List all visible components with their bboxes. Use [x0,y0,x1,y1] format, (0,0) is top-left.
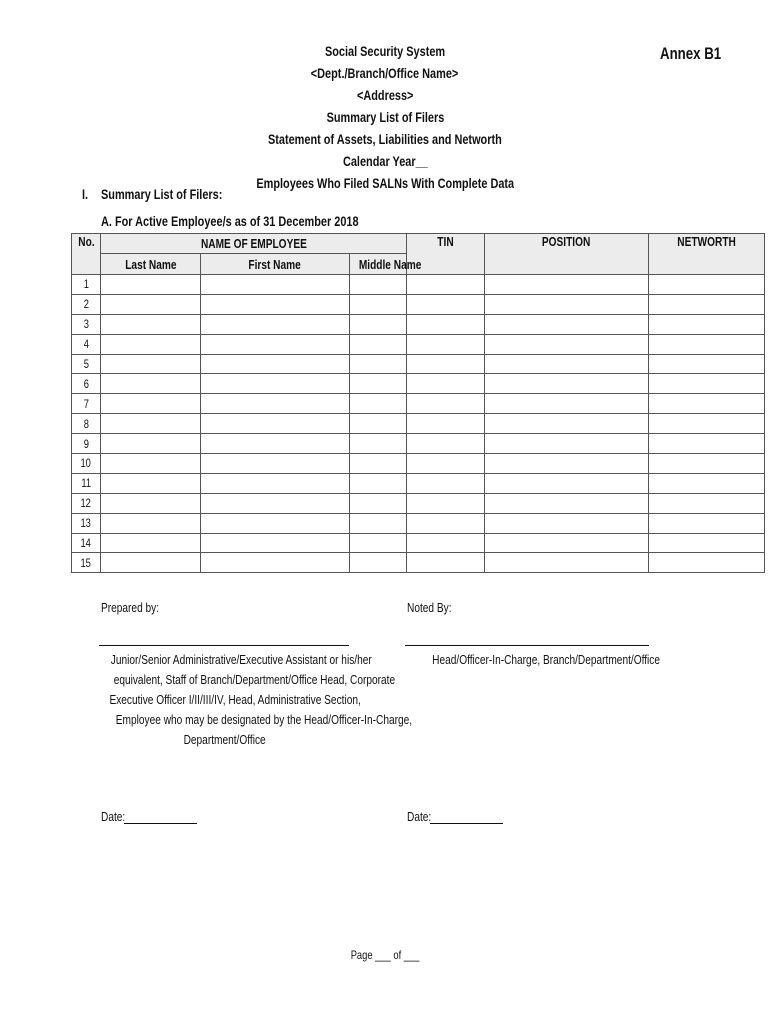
row-number: 9 [72,434,101,454]
cell-networth[interactable] [649,275,765,295]
cell-first-name[interactable] [201,513,350,533]
cell-tin[interactable] [407,294,485,314]
cell-first-name[interactable] [201,334,350,354]
table-row [72,275,765,295]
cell-networth[interactable] [649,374,765,394]
row-number: 14 [72,533,101,553]
cell-middle-name[interactable] [350,513,407,533]
cell-networth[interactable] [649,553,765,573]
dept-name: <Dept./Branch/Office Name> [311,65,459,81]
document-header [220,40,550,194]
noted-date-label: Date: [407,809,432,824]
cell-position[interactable] [485,473,649,493]
cell-tin[interactable] [407,473,485,493]
filer-scope: Employees Who Filed SALNs With Complete Data [256,175,515,191]
table-row [72,473,765,493]
cell-position[interactable] [485,414,649,434]
cell-position[interactable] [485,533,649,553]
org-name: Social Security System [324,43,446,59]
table-row [72,314,765,334]
cell-position[interactable] [485,513,649,533]
prepared-signature-line [99,645,349,646]
row-number: 8 [72,414,101,434]
cell-first-name[interactable] [201,414,350,434]
row-number: 3 [72,314,101,334]
row-number: 10 [72,454,101,474]
cell-first-name[interactable] [201,454,350,474]
cell-middle-name[interactable] [350,354,407,374]
cell-last-name[interactable] [101,354,201,374]
table-row [72,354,765,374]
col-position-header: POSITION [485,234,649,275]
table-row [72,533,765,553]
cell-last-name[interactable] [101,334,201,354]
cell-last-name[interactable] [101,294,201,314]
cell-networth[interactable] [649,533,765,553]
table-row [72,414,765,434]
cell-last-name[interactable] [101,275,201,295]
cell-middle-name[interactable] [350,533,407,553]
cell-tin[interactable] [407,414,485,434]
prepared-date-line [124,823,197,824]
cell-first-name[interactable] [201,354,350,374]
cell-first-name[interactable] [201,493,350,513]
row-number: 11 [72,473,101,493]
row-number: 5 [72,354,101,374]
prepared-desc-line: equivalent, Staff of Branch/Department/Office Head, Corporate [113,672,396,687]
cell-first-name[interactable] [201,553,350,573]
page-number: Page ___ of ___ [350,948,420,962]
prepared-desc-line: Junior/Senior Administrative/Executive Assistant or his/her [110,652,372,667]
cell-middle-name[interactable] [350,454,407,474]
section-title: Summary List of Filers: [101,186,223,202]
cell-position[interactable] [485,314,649,334]
table-row [72,334,765,354]
table-row [72,374,765,394]
cell-last-name[interactable] [101,493,201,513]
row-number: 13 [72,513,101,533]
col-networth-header: NETWORTH [649,234,765,275]
table-row [72,513,765,533]
table-row [72,294,765,314]
cell-networth[interactable] [649,454,765,474]
cell-first-name[interactable] [201,275,350,295]
cell-position[interactable] [485,354,649,374]
cell-last-name[interactable] [101,314,201,334]
cell-tin[interactable] [407,434,485,454]
cell-networth[interactable] [649,354,765,374]
noted-signature-line [405,645,649,646]
cell-last-name[interactable] [101,533,201,553]
table-row [72,394,765,414]
cell-networth[interactable] [649,434,765,454]
prepared-by-description [74,650,413,750]
cell-tin[interactable] [407,394,485,414]
cell-first-name[interactable] [201,294,350,314]
cell-middle-name[interactable] [350,434,407,454]
prepared-date-label: Date: [101,809,126,824]
col-name-header: NAME OF EMPLOYEE [101,234,407,254]
cell-position[interactable] [485,394,649,414]
subsection-title: A. For Active Employee/s as of 31 December 2018 [101,213,359,229]
cell-first-name[interactable] [201,374,350,394]
noted-date-line [430,823,503,824]
cell-last-name[interactable] [101,473,201,493]
address: <Address> [356,87,414,103]
filers-table [71,233,764,573]
cell-middle-name[interactable] [350,334,407,354]
prepared-desc-line: Department/Office [183,732,267,747]
cell-middle-name[interactable] [350,314,407,334]
cell-networth[interactable] [649,493,765,513]
cell-position[interactable] [485,553,649,573]
cell-networth[interactable] [649,414,765,434]
row-number: 7 [72,394,101,414]
cell-last-name[interactable] [101,394,201,414]
col-middle-name-header: Middle Name [350,254,407,275]
col-last-name-header: Last Name [101,254,201,275]
annex-label: Annex B1 [660,44,722,63]
cell-middle-name[interactable] [350,394,407,414]
cell-first-name[interactable] [201,434,350,454]
cell-position[interactable] [485,334,649,354]
cell-tin[interactable] [407,454,485,474]
cell-middle-name[interactable] [350,473,407,493]
cell-tin[interactable] [407,275,485,295]
cell-last-name[interactable] [101,414,201,434]
cell-position[interactable] [485,275,649,295]
table-row [72,553,765,573]
cell-last-name[interactable] [101,374,201,394]
calendar-year: Calendar Year__ [342,153,428,169]
cell-tin[interactable] [407,493,485,513]
cell-first-name[interactable] [201,473,350,493]
prepared-by-label: Prepared by: [101,600,160,615]
col-tin-header: TIN [407,234,485,275]
cell-last-name[interactable] [101,434,201,454]
cell-tin[interactable] [407,334,485,354]
cell-tin[interactable] [407,553,485,573]
noted-by-label: Noted By: [407,600,452,615]
cell-networth[interactable] [649,473,765,493]
table-row [72,493,765,513]
row-number: 15 [72,553,101,573]
cell-middle-name[interactable] [350,275,407,295]
col-first-name-header: First Name [201,254,350,275]
cell-tin[interactable] [407,314,485,334]
cell-tin[interactable] [407,354,485,374]
cell-position[interactable] [485,294,649,314]
cell-last-name[interactable] [101,513,201,533]
cell-last-name[interactable] [101,553,201,573]
cell-position[interactable] [485,434,649,454]
cell-middle-name[interactable] [350,553,407,573]
cell-first-name[interactable] [201,394,350,414]
cell-middle-name[interactable] [350,414,407,434]
prepared-desc-line: Employee who may be designated by the Head/Officer-In-Charge, [115,712,413,727]
prepared-desc-line: Executive Officer I/II/III/IV, Head, Administrative Section, [109,692,361,707]
row-number: 12 [72,493,101,513]
doc-subtitle: Statement of Assets, Liabilities and Networth [268,131,502,147]
section-number: I. [82,186,89,202]
row-number: 2 [72,294,101,314]
cell-networth[interactable] [649,513,765,533]
cell-first-name[interactable] [201,533,350,553]
noted-by-description: Head/Officer-In-Charge, Branch/Department/Office [432,652,661,667]
cell-networth[interactable] [649,294,765,314]
doc-title: Summary List of Filers [326,109,444,125]
cell-middle-name[interactable] [350,374,407,394]
cell-position[interactable] [485,493,649,513]
cell-first-name[interactable] [201,314,350,334]
cell-networth[interactable] [649,394,765,414]
row-number: 6 [72,374,101,394]
cell-tin[interactable] [407,513,485,533]
table-row [72,454,765,474]
cell-networth[interactable] [649,314,765,334]
row-number: 4 [72,334,101,354]
cell-position[interactable] [485,374,649,394]
cell-last-name[interactable] [101,454,201,474]
col-no-header: No. [72,234,101,275]
cell-networth[interactable] [649,334,765,354]
cell-position[interactable] [485,454,649,474]
cell-middle-name[interactable] [350,493,407,513]
table-row [72,434,765,454]
cell-tin[interactable] [407,374,485,394]
cell-tin[interactable] [407,533,485,553]
row-number: 1 [72,275,101,295]
cell-middle-name[interactable] [350,294,407,314]
